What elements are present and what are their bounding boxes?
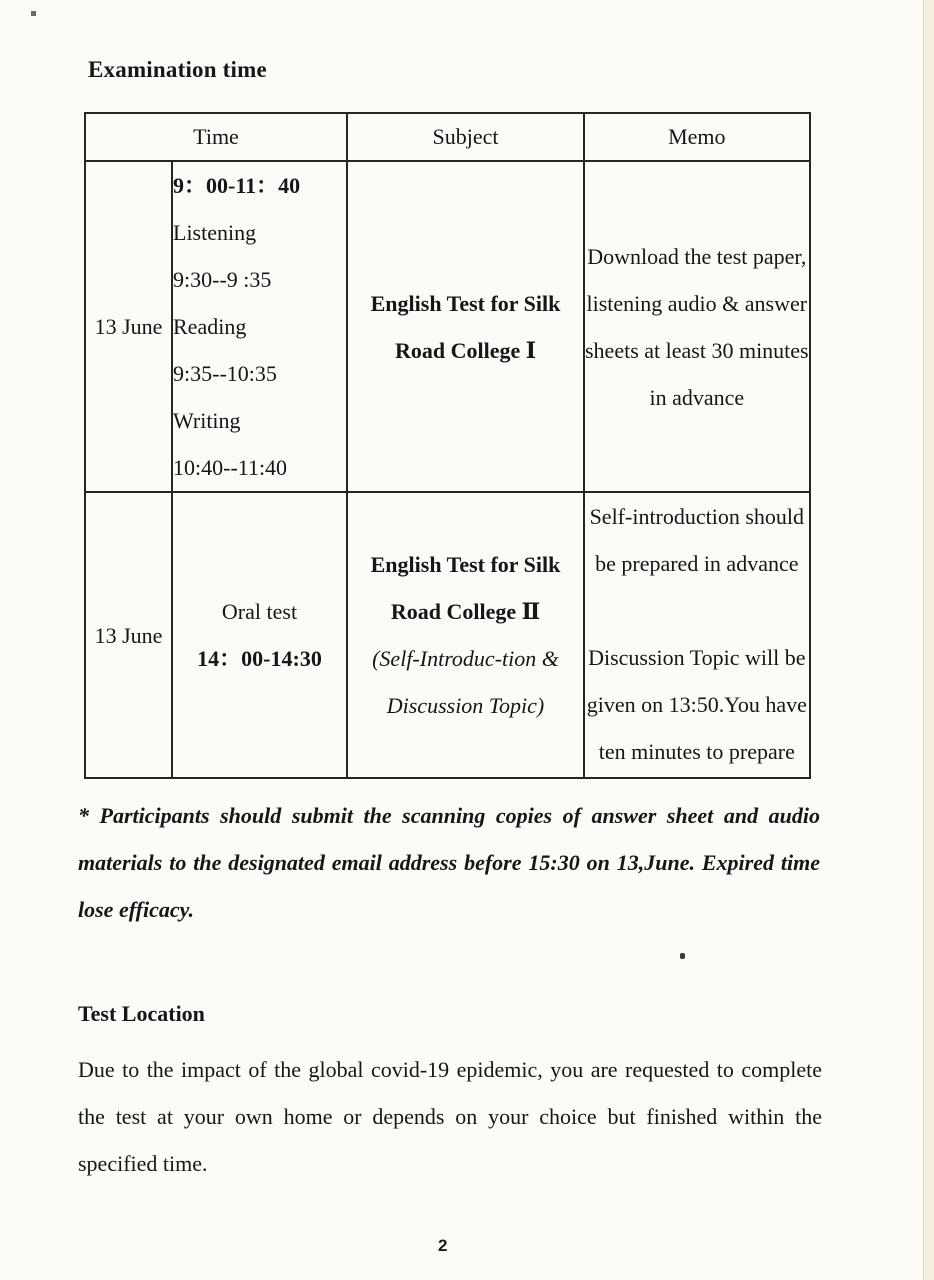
- time-range: 9：00-11：40: [173, 173, 301, 198]
- time-detail-line: Writing: [173, 408, 241, 433]
- memo-line: Download the test paper,: [587, 243, 807, 269]
- subject-cell: [347, 492, 584, 778]
- test-type: Oral test: [221, 599, 298, 624]
- memo-line: be prepared in advance: [595, 551, 799, 576]
- memo-line: Self-introduction should: [589, 504, 805, 529]
- subject-cell: [347, 161, 584, 492]
- table-header-row: [85, 113, 810, 161]
- date-cell: [85, 161, 172, 492]
- subject-subtitle-line: Discussion Topic): [386, 693, 545, 718]
- date-cell: [85, 492, 172, 778]
- examination-schedule-table: [84, 112, 811, 779]
- time-detail-line: 9:30--9 :35: [173, 267, 272, 292]
- date-text: 13 June: [94, 314, 163, 339]
- table-row-written-test: [85, 161, 810, 492]
- col-header-time: Time: [85, 113, 347, 161]
- memo-line: in advance: [649, 384, 745, 410]
- subject-title-line: English Test for Silk: [370, 290, 561, 316]
- submission-note: * Participants should submit the scanning copies of answer sheet and audio materials to the designated email address before 15:30 on 13,June. Expired time lose efficacy.: [78, 803, 820, 922]
- test-location-paragraph: Due to the impact of the global covid-19 epidemic, you are requested to complete the test at your own home or depends on your choice but finished within the specified time.: [78, 1057, 822, 1176]
- time-detail-cell: [172, 161, 347, 492]
- test-location-heading: Test Location: [78, 1001, 205, 1026]
- subject-title-line: Road College Ⅱ: [390, 599, 541, 624]
- memo-line: given on 13:50.You have: [586, 692, 807, 717]
- subject-title-line: Road College Ⅰ: [394, 337, 537, 363]
- time-detail-line: Listening: [173, 220, 257, 245]
- memo-cell: [584, 492, 810, 778]
- scan-artifact-speck: [31, 11, 36, 16]
- col-header-subject: Subject: [347, 113, 584, 161]
- time-detail-line: 9:35--10:35: [173, 361, 277, 386]
- examination-time-heading: Examination time: [88, 57, 267, 82]
- time-range: 14：00-14:30: [197, 646, 322, 671]
- memo-line: sheets at least 30 minutes: [585, 337, 809, 363]
- memo-line: ten minutes to prepare: [598, 739, 795, 764]
- memo-line: listening audio & answer: [586, 290, 808, 316]
- memo-cell: [584, 161, 810, 492]
- subject-subtitle-line: (Self-Introduc-tion &: [372, 646, 559, 671]
- memo-line: Discussion Topic will be: [588, 645, 806, 670]
- memo-blank-line: [585, 587, 809, 634]
- col-header-memo: Memo: [584, 113, 810, 161]
- subject-title-line: English Test for Silk: [370, 552, 561, 577]
- table-row-oral-test: [85, 492, 810, 778]
- scan-artifact-dot: [680, 953, 685, 959]
- time-detail-line: Reading: [173, 314, 247, 339]
- scan-page-edge: [923, 0, 934, 1280]
- time-detail-cell: [172, 492, 347, 778]
- page-number: 2: [438, 1236, 448, 1255]
- time-detail-line: 10:40--11:40: [173, 455, 288, 480]
- date-text: 13 June: [94, 622, 163, 648]
